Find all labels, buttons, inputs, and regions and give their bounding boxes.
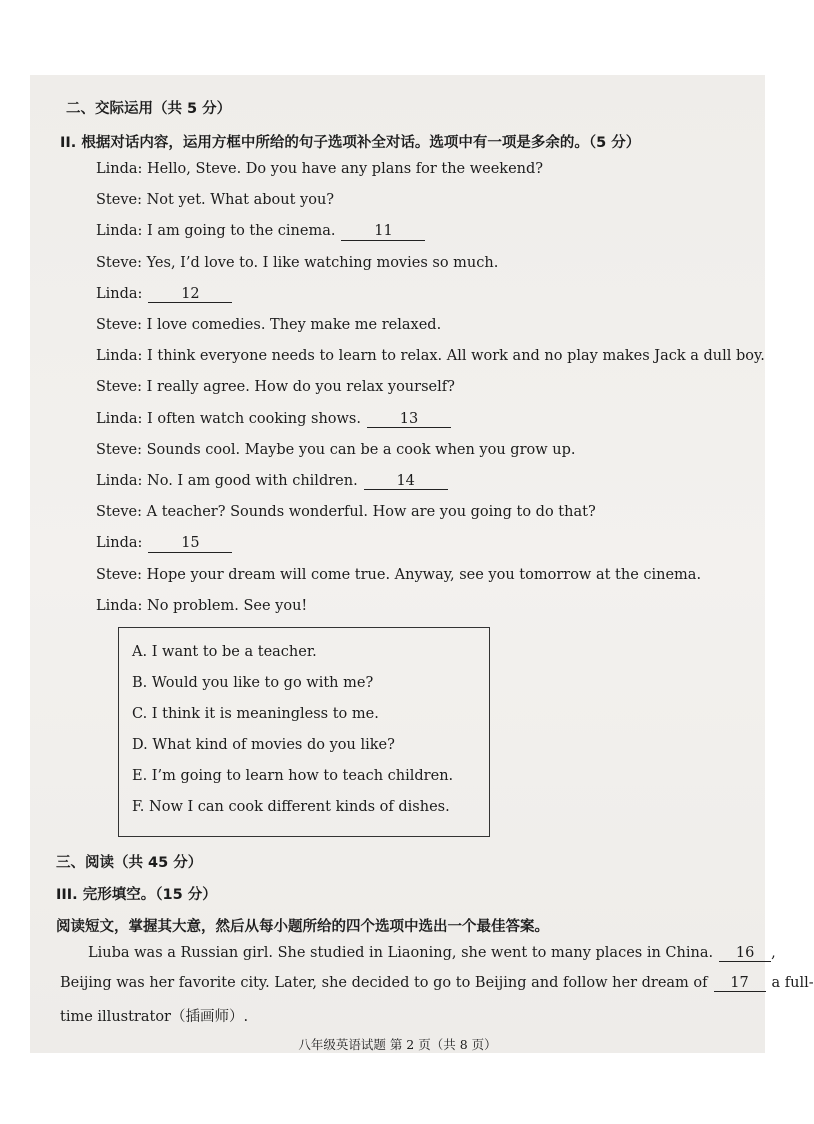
dialogue-line: Linda: I think everyone needs to learn to relax. All work and no play makes Jack a dull boy. bbox=[96, 348, 765, 365]
option-f: F. Now I can cook different kinds of dishes. bbox=[132, 799, 450, 815]
option-c: C. I think it is meaningless to me. bbox=[132, 706, 379, 722]
blank-17: 17 bbox=[714, 976, 766, 992]
dialogue-line: Linda: Hello, Steve. Do you have any plans for the weekend? bbox=[96, 161, 544, 177]
dialogue-line: Linda: 15 bbox=[96, 535, 232, 552]
dialogue-line: Linda: 12 bbox=[96, 286, 232, 303]
option-b: B. Would you like to go with me? bbox=[132, 675, 374, 691]
option-a: A. I want to be a teacher. bbox=[132, 644, 317, 660]
cloze-heading: III. 完形填空。（15 分） bbox=[56, 887, 217, 903]
blank-16: 16 bbox=[719, 946, 771, 962]
dialogue-line: Steve: I really agree. How do you relax yourself? bbox=[96, 379, 455, 396]
dialogue-line: Steve: Hope your dream will come true. Anyway, see you tomorrow at the cinema. bbox=[96, 566, 702, 583]
dialogue-line: Steve: Not yet. What about you? bbox=[96, 192, 335, 209]
passage-line-3: time illustrator（插画师）. bbox=[60, 1009, 249, 1025]
section-2-heading: 二、交际运用（共 5 分） bbox=[66, 101, 232, 117]
blank-13: 13 bbox=[367, 412, 451, 428]
option-e: E. I’m going to learn how to teach children. bbox=[132, 768, 454, 784]
section-3-heading: 三、阅读（共 45 分） bbox=[56, 855, 203, 871]
cloze-instruction: 阅读短文，掌握其大意，然后从每小题所给的四个选项中选出一个最佳答案。 bbox=[56, 919, 549, 935]
passage-line-1: Liuba was a Russian girl. She studied in Liaoning, she went to many places in China. 16 , bbox=[88, 945, 776, 961]
blank-15: 15 bbox=[148, 536, 232, 552]
dialogue-line: Steve: I love comedies. They make me relaxed. bbox=[96, 317, 442, 333]
dialogue-line: Linda: I am going to the cinema. 11 bbox=[96, 223, 425, 240]
option-d: D. What kind of movies do you like? bbox=[132, 737, 395, 753]
passage-line-2: Beijing was her favorite city. Later, she decided to go to Beijing and follow her dream of 17 a full- bbox=[60, 975, 814, 991]
page-footer: 八年级英语试题 第 2 页（共 8 页） bbox=[298, 1037, 497, 1052]
options-box bbox=[118, 627, 490, 837]
dialogue-line: Steve: A teacher? Sounds wonderful. How are you going to do that? bbox=[96, 504, 596, 521]
dialogue-line: Steve: Yes, I’d love to. I like watching movies so much. bbox=[96, 254, 499, 271]
dialogue-line: Linda: No problem. See you! bbox=[96, 597, 308, 614]
exam-page bbox=[30, 75, 814, 1053]
blank-11: 11 bbox=[341, 224, 425, 240]
blank-14: 14 bbox=[364, 474, 448, 490]
blank-12: 12 bbox=[148, 287, 232, 303]
dialogue-line: Steve: Sounds cool. Maybe you can be a cook when you grow up. bbox=[96, 441, 576, 458]
dialogue-line: Linda: I often watch cooking shows. 13 bbox=[96, 411, 451, 428]
dialogue-line: Linda: No. I am good with children. 14 bbox=[96, 473, 448, 490]
section-2-instruction: II. 根据对话内容，运用方框中所给的句子选项补全对话。选项中有一项是多余的。（5 分） bbox=[60, 135, 641, 151]
